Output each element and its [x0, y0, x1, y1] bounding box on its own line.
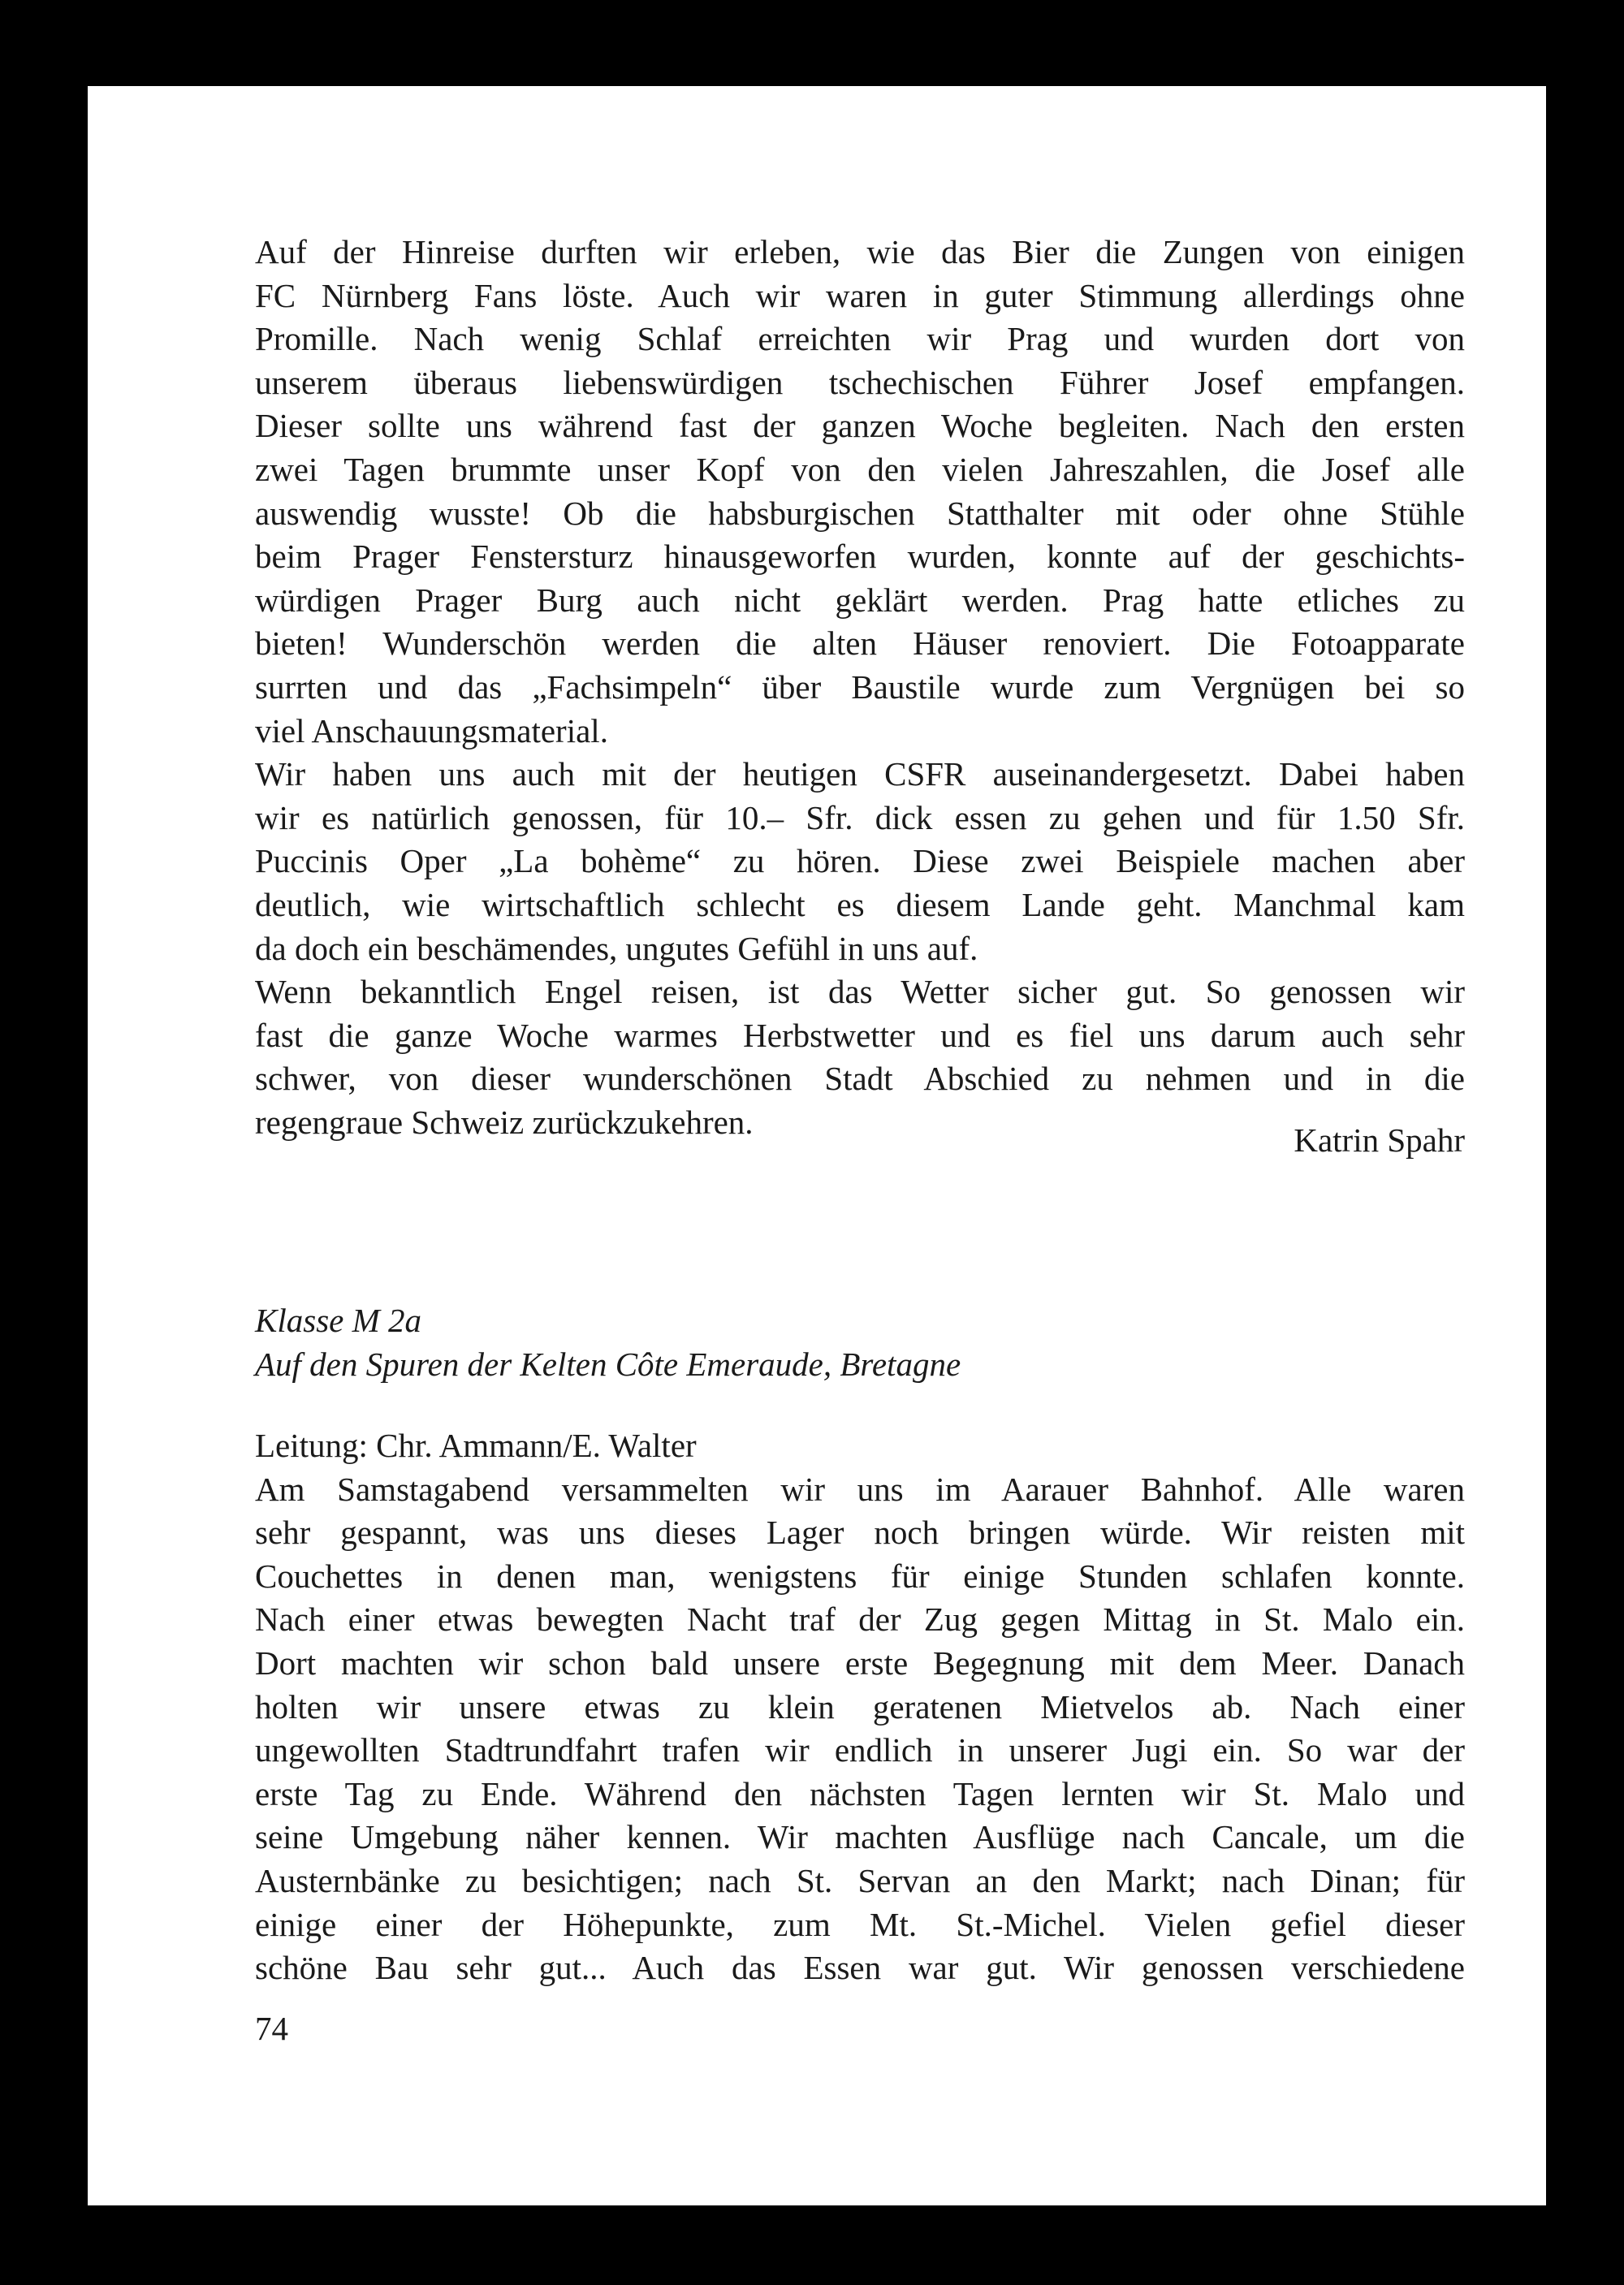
- text-line: sehr gespannt, was uns dieses Lager noch bringen würde. Wir reisten mit: [255, 1514, 1465, 1552]
- text-line: einige einer der Höhepunkte, zum Mt. St.-Michel. Vielen gefiel dieser: [255, 1905, 1465, 1943]
- text-line: würdigen Prager Burg auch nicht geklärt werden. Prag hatte etliches zu: [255, 581, 1465, 619]
- leitung-line: Leitung: Chr. Ammann/E. Walter: [255, 1427, 697, 1464]
- text-line: Nach einer etwas bewegten Nacht traf der Zug gegen Mittag in St. Malo ein.: [255, 1600, 1465, 1639]
- text-line: schöne Bau sehr gut... Auch das Essen war gut. Wir genossen verschiedene: [255, 1949, 1465, 1987]
- text-line: Am Samstagabend versammelten wir uns im Aarauer Bahnhof. Alle waren: [255, 1470, 1465, 1508]
- text-line: surrten und das „Fachsimpeln“ über Baustile wurde zum Vergnügen bei so: [255, 667, 1465, 706]
- author-signature: Katrin Spahr: [1294, 1121, 1465, 1159]
- text-line: FC Nürnberg Fans löste. Auch wir waren in guter Stimmung allerdings ohne: [255, 276, 1465, 314]
- text-line: Couchettes in denen man, wenigstens für einige Stunden schlafen konnte.: [255, 1557, 1465, 1595]
- text-line: Austernbänke zu besichtigen; nach St. Servan an den Markt; nach Dinan; für: [255, 1861, 1465, 1899]
- text-line: wir es natürlich genossen, für 10.– Sfr. dick essen zu gehen und für 1.50 Sfr.: [255, 798, 1465, 836]
- article-2-heading: [255, 1299, 1465, 1386]
- text-line: unserem überaus liebenswürdigen tschechischen Führer Josef empfangen.: [255, 363, 1465, 401]
- text-line: holten wir unsere etwas zu klein geratenen Mietvelos ab. Nach einer: [255, 1687, 1465, 1726]
- article-title: Auf den Spuren der Kelten Côte Emeraude, Bretagne: [255, 1345, 961, 1383]
- document-page: [88, 86, 1546, 2205]
- text-line: schwer, von dieser wunderschönen Stadt Abschied zu nehmen und in die: [255, 1060, 1465, 1098]
- page-number: 74: [255, 2010, 288, 2047]
- text-line: Auf der Hinreise durften wir erleben, wie das Bier die Zungen von einigen: [255, 233, 1465, 270]
- text-line: Wir haben uns auch mit der heutigen CSFR auseinandergesetzt. Dabei haben: [255, 755, 1465, 793]
- text-line: Wenn bekanntlich Engel reisen, ist das Wetter sicher gut. So genossen wir: [255, 973, 1465, 1011]
- text-line: regengraue Schweiz zurückzukehren.: [255, 1103, 754, 1141]
- text-line: deutlich, wie wirtschaftlich schlecht es diesem Lande geht. Manchmal kam: [255, 885, 1465, 923]
- text-line: ungewollten Stadtrundfahrt trafen wir endlich in unserer Jugi ein. So war der: [255, 1731, 1465, 1769]
- class-label: Klasse M 2a: [255, 1302, 421, 1339]
- article-2-body: [255, 1424, 1465, 1990]
- text-line: Promille. Nach wenig Schlaf erreichten wir Prag und wurden dort von: [255, 320, 1465, 358]
- text-line: fast die ganze Woche warmes Herbstwetter und es fiel uns darum auch sehr: [255, 1016, 1465, 1054]
- article-1-body: [255, 231, 1465, 1144]
- text-line: Puccinis Oper „La bohème“ zu hören. Diese zwei Beispiele machen aber: [255, 842, 1465, 880]
- text-line: auswendig wusste! Ob die habsburgischen Statthalter mit oder ohne Stühle: [255, 494, 1465, 532]
- text-line: zwei Tagen brummte unser Kopf von den vielen Jahreszahlen, die Josef alle: [255, 450, 1465, 488]
- text-line: Dort machten wir schon bald unsere erste Begegnung mit dem Meer. Danach: [255, 1644, 1465, 1682]
- text-line: bieten! Wunderschön werden die alten Häuser renoviert. Die Fotoapparate: [255, 624, 1465, 663]
- text-line: erste Tag zu Ende. Während den nächsten Tagen lernten wir St. Malo und: [255, 1774, 1465, 1812]
- text-line: viel Anschauungsmaterial.: [255, 711, 608, 749]
- text-line: seine Umgebung näher kennen. Wir machten Ausflüge nach Cancale, um die: [255, 1818, 1465, 1856]
- text-line: beim Prager Fenstersturz hinausgeworfen wurden, konnte auf der geschichts-: [255, 538, 1465, 576]
- text-line: Dieser sollte uns während fast der ganzen Woche begleiten. Nach den ersten: [255, 407, 1465, 445]
- text-line: da doch ein beschämendes, ungutes Gefühl in uns auf.: [255, 929, 978, 967]
